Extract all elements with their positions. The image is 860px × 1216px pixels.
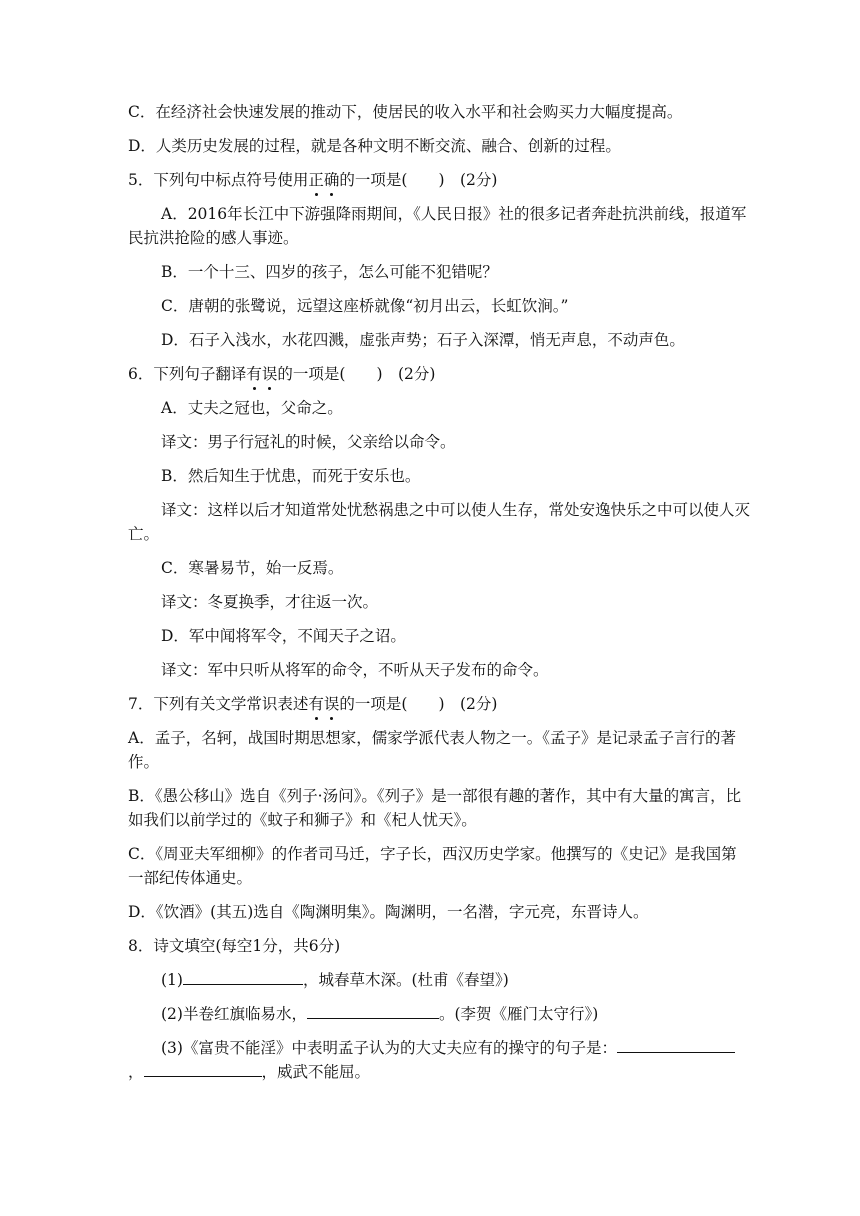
q8-item-2-blank[interactable]	[307, 1002, 439, 1019]
q8-item-3-separator: ，	[128, 1063, 144, 1081]
q8-item-3	[128, 1036, 750, 1084]
q6-stem	[128, 362, 750, 386]
q8-item-1-prefix: (1)	[161, 971, 183, 989]
q5-stem-prefix: 5．下列句中标点符号使用	[128, 171, 309, 189]
q6-option-d: D．军中闻将军令，不闻天子之诏。	[161, 627, 406, 645]
q5-stem-emphasis	[308, 171, 339, 189]
q6-translation-a: 译文：男子行冠礼的时候，父亲给以命令。	[161, 433, 456, 451]
q7-option-c: C．《周亚夫军细柳》的作者司马迁，字子长，西汉历史学家。他撰写的《史记》是我国第一部纪传体通史。	[128, 845, 737, 887]
q8-item-2	[128, 1002, 750, 1026]
q8-item-1	[128, 968, 750, 992]
q6-stem-prefix: 6．下列句子翻译	[128, 365, 247, 383]
q5-option-d: D．石子入浅水，水花四溅，虚张声势；石子入深潭，悄无声息，不动声色。	[161, 331, 685, 349]
q6-option-b: B．然后知生于忧患，而死于安乐也。	[161, 467, 421, 485]
emphasis-dot-char: 有	[246, 362, 262, 386]
q8-item-3-text: (3)《富贵不能淫》中表明孟子认为的大丈夫应有的操守的句子是：	[161, 1039, 617, 1057]
q7-option-b: B．《愚公移山》选自《列子·汤问》。《列子》是一部很有趣的著作，其中有大量的寓言，比如我们以前学过的《蚊子和狮子》和《杞人忧天》。	[128, 787, 742, 829]
q7-stem-suffix: 的一项是( ) (2分)	[339, 695, 498, 713]
q5-option-c: C．唐朝的张鹭说，远望这座桥就像“初月出云，长虹饮涧。”	[161, 297, 569, 315]
q7-stem	[128, 692, 750, 716]
q8-item-2-suffix: 。(李贺《雁门太守行》)	[438, 1005, 599, 1023]
q8-item-3-blank-1[interactable]	[617, 1036, 735, 1053]
q6-translation-b: 译文：这样以后才知道常处忧愁祸患之中可以使人生存，常处安逸快乐之中可以使人灭亡。	[128, 501, 751, 543]
q7-stem-emphasis	[308, 695, 339, 713]
q5-stem	[128, 168, 750, 192]
q6-option-a: A．丈夫之冠也，父命之。	[161, 399, 343, 417]
q6-translation-c: 译文：冬夏换季，才往返一次。	[161, 593, 379, 611]
emphasis-dot-char: 误	[324, 692, 340, 716]
q7-option-d: D．《饮酒》(其五)选自《陶渊明集》。陶渊明，一名潜，字元亮，东晋诗人。	[128, 903, 649, 921]
q8-item-2-prefix: (2)半卷红旗临易水，	[161, 1005, 307, 1023]
emphasis-dot-char: 确	[324, 168, 340, 192]
q6-option-c: C．寒暑易节，始一反焉。	[161, 559, 344, 577]
q6-translation-d: 译文：军中只听从将军的命令，不听从天子发布的命令。	[161, 661, 549, 679]
emphasis-dot-char: 有	[308, 692, 324, 716]
q8-stem: 8．诗文填空(每空1分，共6分)	[128, 937, 341, 955]
q4-option-c: C．在经济社会快速发展的推动下，使居民的收入水平和社会购买力大幅度提高。	[128, 103, 683, 121]
q8-item-1-blank[interactable]	[183, 968, 303, 985]
q6-stem-suffix: 的一项是( ) (2分)	[277, 365, 436, 383]
q8-item-3-blank-2[interactable]	[144, 1060, 262, 1077]
q4-option-d: D．人类历史发展的过程，就是各种文明不断交流、融合、创新的过程。	[128, 137, 621, 155]
q8-item-3-suffix: ，威武不能屈。	[261, 1063, 371, 1081]
q7-stem-prefix: 7．下列有关文学常识表述	[128, 695, 309, 713]
q8-item-1-suffix: ，城春草木深。(杜甫《春望》)	[302, 971, 509, 989]
q5-option-b: B．一个十三、四岁的孩子，怎么可能不犯错呢？	[161, 263, 498, 281]
q5-option-a: A．2016年长江中下游强降雨期间，《人民日报》社的很多记者奔赴抗洪前线，报道军民抗洪抢险的感人事迹。	[128, 205, 747, 247]
q5-stem-suffix: 的一项是( ) (2分)	[339, 171, 498, 189]
q7-option-a: A．孟子，名轲，战国时期思想家，儒家学派代表人物之一。《孟子》是记录孟子言行的著作。	[128, 729, 736, 771]
emphasis-dot-char: 正	[308, 168, 324, 192]
q6-stem-emphasis	[246, 365, 277, 383]
emphasis-dot-char: 误	[262, 362, 278, 386]
